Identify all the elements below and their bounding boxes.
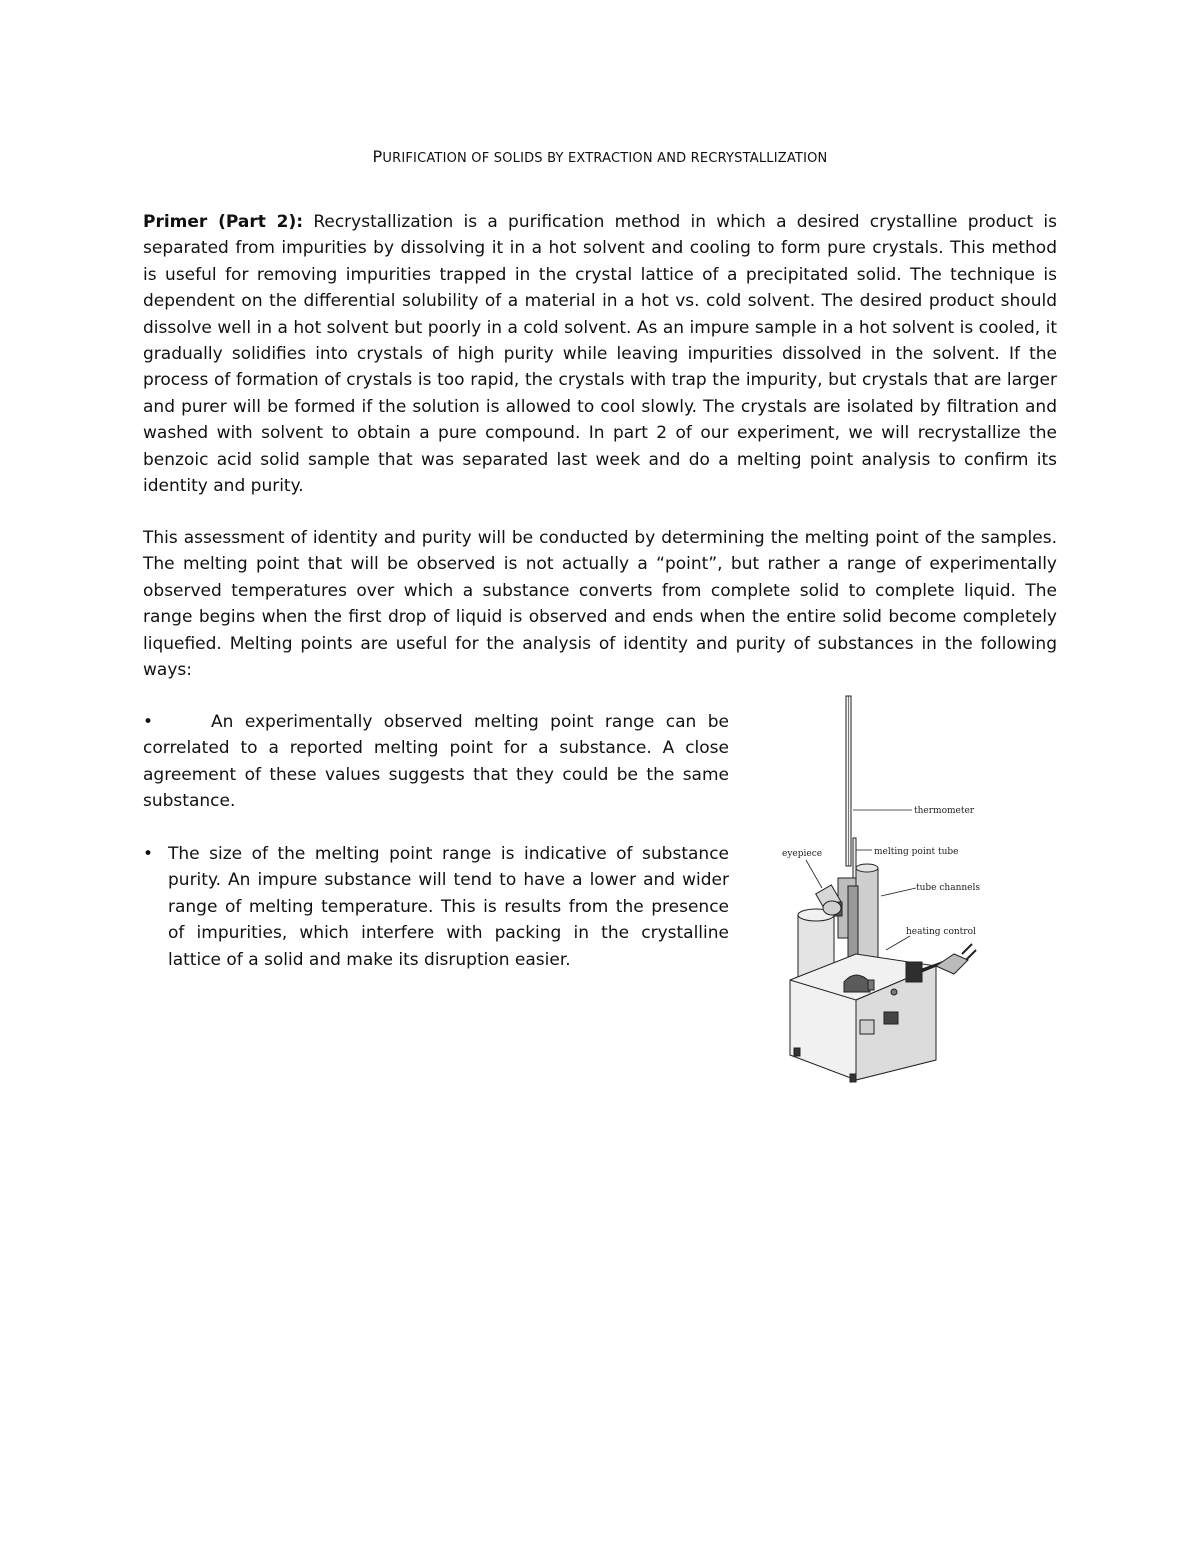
bullet-item-1 [143, 709, 729, 815]
label-tube-channels: tube channels [916, 883, 980, 893]
label-heating-control: heating control [906, 927, 976, 937]
label-eyepiece: eyepiece [782, 849, 823, 859]
bullet-text-2: The size of the melting point range is indicative of substance purity. An impure substance will tend to have a lower and wider range of melting temperature. This is results from the presence of impurities, which interfere with packing in the crystalline lattice of a solid and make its disruption easier. [168, 844, 729, 970]
label-melting-point-tube: melting point tube [874, 847, 959, 857]
primer-label: Primer (Part 2): [143, 212, 304, 232]
bullet-symbol-2: • [143, 844, 154, 864]
title-rest: URIFICATION OF SOLIDS BY EXTRACTION AND RECRYSTALLIZATION [382, 151, 828, 166]
label-thermometer: thermometer [914, 806, 975, 816]
bullet-text-1: An experimentally observed melting point range can be correlated to a reported melting point for a substance. A close agreement of these values suggests that they could be the same substance. [143, 712, 729, 812]
melting-point-apparatus-figure [776, 690, 990, 1085]
primer-paragraph [143, 209, 1057, 499]
assessment-paragraph: This assessment of identity and purity will be conducted by determining the melting point of the samples. The melting point that will be observed is not actually a “point”, but rather a range of experimentally observed temperatures over which a substance converts from complete solid to complete liquid. The range begins when the first drop of liquid is observed and ends when the entire solid become completely liquefied. Melting points are useful for the analysis of identity and purity of substances in the following ways: [143, 528, 1057, 681]
bullet-symbol-1: • [143, 712, 154, 732]
document-title [0, 147, 1200, 166]
primer-text: Recrystallization is a purification method in which a desired crystalline product is separated from impurities by dissolving it in a hot solvent and cooling to form pure crystals. This method is useful for removing impurities trapped in the crystal lattice of a precipitated solid. The technique is dependent on the differential solubility of a material in a hot vs. cold solvent. The desired product should dissolve well in a hot solvent but poorly in a cold solvent. As an impure sample in a hot solvent is cooled, it gradually solidifies into crystals of high purity while leaving impurities dissolved in the solvent. If the process of formation of crystals is too rapid, the crystals with trap the impurity, but crystals that are larger and purer will be formed if the solution is allowed to cool slowly. The crystals are isolated by filtration and washed with solvent to obtain a pure compound. In part 2 of our experiment, we will recrystallize the benzoic acid solid sample that was separated last week and do a melting point analysis to confirm its identity and purity. [143, 212, 1057, 497]
title-first-letter: P [372, 147, 383, 166]
